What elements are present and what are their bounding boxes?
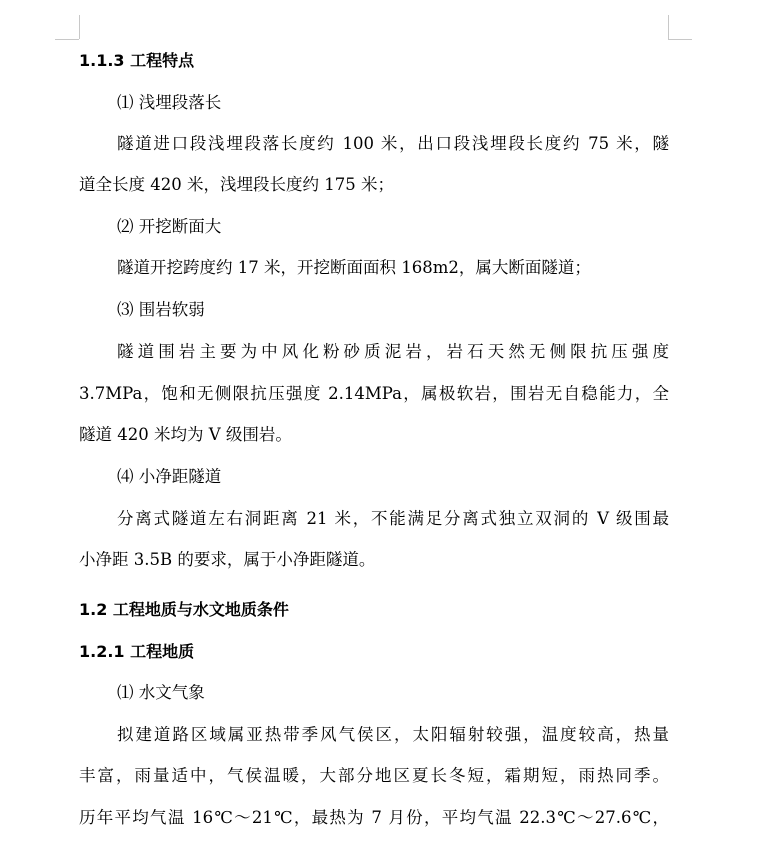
paragraph-line: 历年平均气温 16℃～21℃，最热为 7 月份，平均气温 22.3℃～27.6℃， <box>79 808 669 827</box>
item-title: ⑷ 小净距隧道 <box>117 467 222 486</box>
item-title: ⑵ 开挖断面大 <box>117 217 222 236</box>
margin-mark-top-right <box>668 15 669 39</box>
paragraph-line: 3.7MPa，饱和无侧限抗压强度 2.14MPa，属极软岩，围岩无自稳能力，全 <box>79 384 669 403</box>
paragraph-line: 道全长度 420 米，浅埋段长度约 175 米； <box>79 175 394 194</box>
margin-mark-top-right <box>668 39 692 40</box>
item-title: ⑴ 浅埋段落长 <box>117 93 222 112</box>
paragraph-line: 隧道开挖跨度约 17 米，开挖断面面积 168m2，属大断面隧道； <box>117 258 591 277</box>
item-title: ⑶ 围岩软弱 <box>117 300 205 319</box>
paragraph-line: 隧道 420 米均为 V 级围岩。 <box>79 425 292 444</box>
paragraph-line: 小净距 3.5B 的要求，属于小净距隧道。 <box>79 550 376 569</box>
paragraph-line: 丰富，雨量适中，气侯温暖，大部分地区夏长冬短，霜期短，雨热同季。 <box>79 766 669 785</box>
item-title: ⑴ 水文气象 <box>117 683 205 702</box>
margin-mark-top-left <box>55 39 79 40</box>
paragraph-line: 分离式隧道左右洞距离 21 米，不能满足分离式独立双洞的 V 级围最 <box>117 509 669 528</box>
paragraph-line: 隧道围岩主要为中风化粉砂质泥岩，岩石天然无侧限抗压强度 <box>117 342 669 361</box>
heading-1-2-1: 1.2.1 工程地质 <box>79 642 195 661</box>
heading-1-2: 1.2 工程地质与水文地质条件 <box>79 600 289 619</box>
paragraph-line: 隧道进口段浅埋段落长度约 100 米，出口段浅埋段长度约 75 米，隧 <box>117 134 669 153</box>
paragraph-line: 拟建道路区域属亚热带季风气侯区，太阳辐射较强，温度较高，热量 <box>117 725 669 744</box>
margin-mark-top-left <box>79 15 80 39</box>
heading-1-1-3: 1.1.3 工程特点 <box>79 51 195 70</box>
